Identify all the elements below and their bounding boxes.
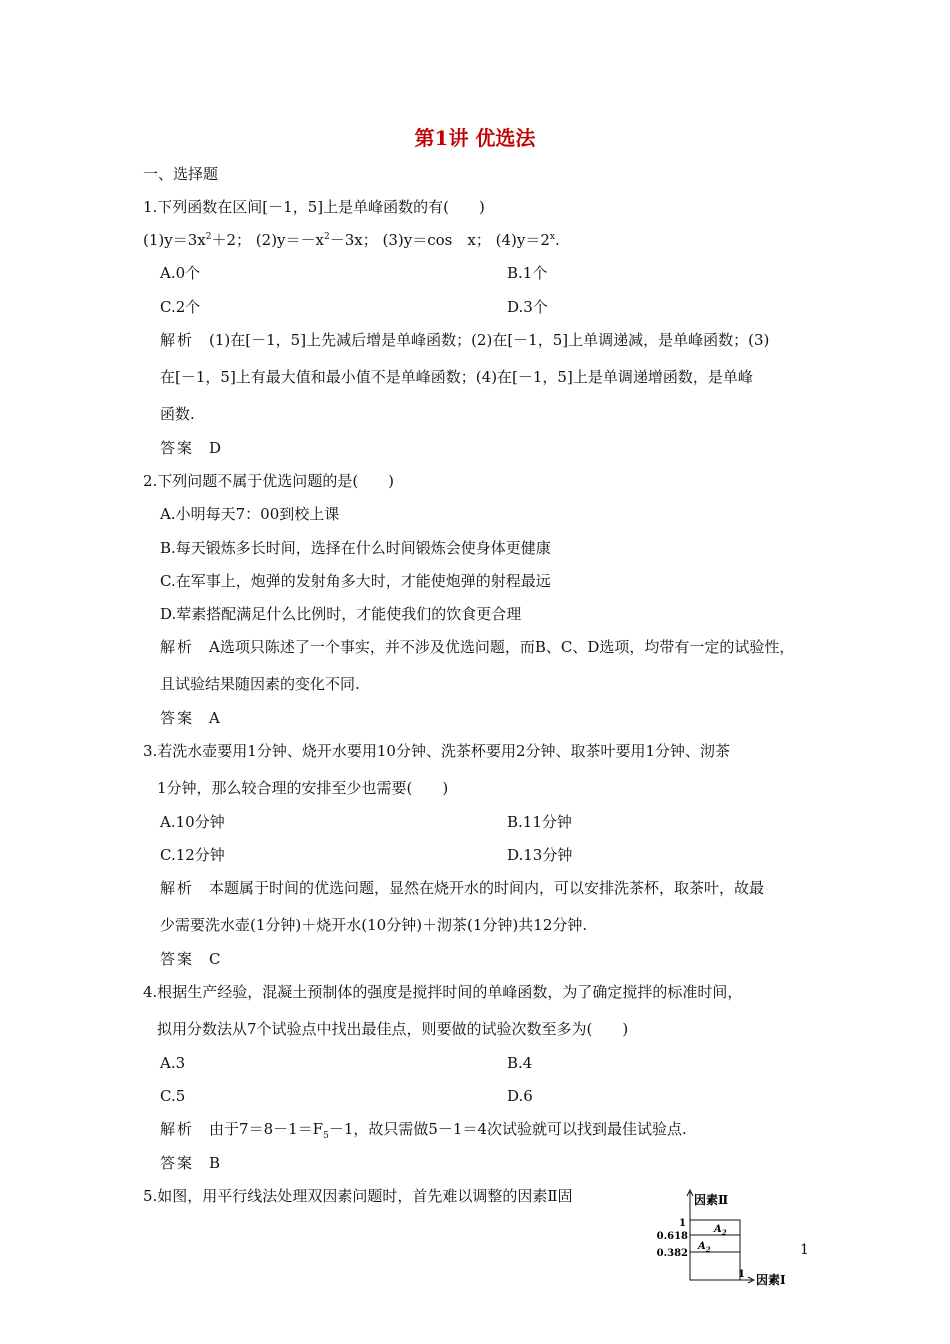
point-a2-label: $A_2$ [714,1224,727,1237]
q3-answer: 答案 C [160,950,221,968]
q1-functions: $(1)y=3x^2+2$； $(2)y=-x^2-3x$； (3)y＝cos x； $(4)y=2^x$. [143,231,560,249]
q1-option-d: D.3个 [507,298,548,316]
q2-analysis-line2: 且试验结果随因素的变化不同. [160,675,360,693]
q1-analysis-line3: 函数. [160,405,195,423]
q3-stem-line1: 3.若洗水壶要用1分钟、烧开水要用10分钟、洗茶杯要用2分钟、取茶叶要用1分钟、沏茶 [143,742,731,760]
two-factor-figure [648,1186,798,1290]
page-title: 第1讲 优选法 [414,126,536,150]
q4-answer: 答案 B [160,1154,221,1172]
page-number: 1 [800,1242,809,1258]
q4-stem-line1: 4.根据生产经验，混凝土预制体的强度是搅拌时间的单峰函数，为了确定搅拌的标准时间， [143,983,743,1001]
q2-option-d: D.荤素搭配满足什么比例时，才能使我们的饮食更合理 [160,605,522,623]
q3-option-c: C.12分钟 [160,846,225,864]
tick-y-1: 1 [679,1218,686,1229]
q4-analysis: 解析 由于$7=8-1=F_5-1$，故只需做5－1＝4次试验就可以找到最佳试验点. [160,1120,687,1141]
q3-option-d: D.13分钟 [507,846,573,864]
point-a1-label: $A_2$ [698,1241,711,1254]
q3-analysis-line1: 解析 本题属于时间的优选问题，显然在烧开水的时间内，可以安排洗茶杯，取茶叶，故最 [160,879,765,897]
tick-x-1: 1 [738,1269,745,1280]
q3-stem-line2: 1分钟，那么较合理的安排至少也需要( ) [157,779,449,797]
tick-y-0382: 0.382 [656,1248,688,1259]
q2-answer: 答案 A [160,709,220,727]
q5-stem: 5.如图，用平行线法处理双因素问题时，首先难以调整的因素Ⅱ固 [143,1187,573,1205]
q1-analysis-line1: 解析 (1)在[－1，5]上先减后增是单峰函数；(2)在[－1，5]上单调递减，是单峰函数；(3) [160,331,770,349]
q4-option-d: D.6 [507,1087,533,1105]
q2-stem: 2.下列问题不属于优选问题的是( ) [143,472,395,490]
tick-y-0618: 0.618 [656,1231,688,1242]
q2-option-a: A.小明每天7：00到校上课 [160,505,340,523]
q4-option-c: C.5 [160,1087,186,1105]
q1-option-c: C.2个 [160,298,201,316]
q1-stem: 1.下列函数在区间[－1，5]上是单峰函数的有( ) [143,198,485,216]
q4-option-a: A.3 [160,1054,186,1072]
x-axis-label: 因素Ⅰ [756,1273,786,1287]
q2-analysis-line1: 解析 A选项只陈述了一个事实，并不涉及优选问题，而B、C、D选项，均带有一定的试验性， [160,638,795,656]
q1-analysis-line2: 在[－1，5]上有最大值和最小值不是单峰函数；(4)在[－1，5]上是单调递增函数，是单峰 [160,368,753,386]
q1-answer: 答案 D [160,439,222,457]
section-heading: 一、选择题 [143,165,219,183]
y-axis-label: 因素Ⅱ [694,1193,729,1207]
q4-option-b: B.4 [507,1054,533,1072]
q2-option-c: C.在军事上，炮弹的发射角多大时，才能使炮弹的射程最远 [160,572,551,590]
q3-option-a: A.10分钟 [160,813,225,831]
q1-option-b: B.1个 [507,264,548,282]
q3-analysis-line2: 少需要洗水壶(1分钟)＋烧开水(10分钟)＋沏茶(1分钟)共12分钟. [160,916,588,934]
q1-option-a: A.0个 [160,264,201,282]
q2-option-b: B.每天锻炼多长时间，选择在什么时间锻炼会使身体更健康 [160,539,551,557]
q3-option-b: B.11分钟 [507,813,572,831]
q4-stem-line2: 拟用分数法从7个试验点中找出最佳点，则要做的试验次数至多为( ) [157,1020,629,1038]
